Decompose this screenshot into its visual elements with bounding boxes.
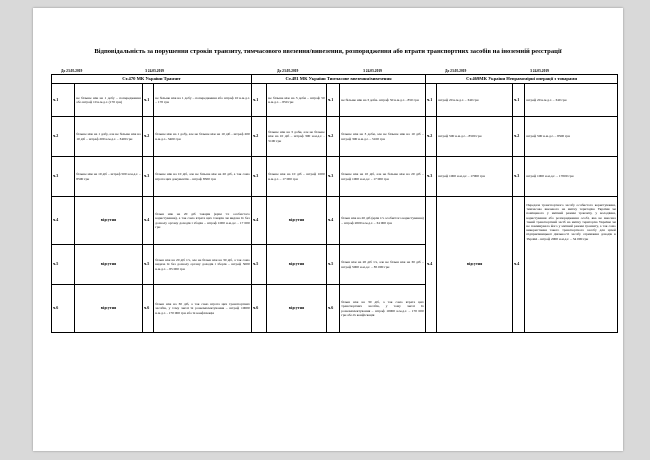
part-label: ч.4 [52, 197, 75, 245]
table-row [52, 117, 618, 157]
table-row [52, 197, 618, 245]
part-label: ч.2 [426, 117, 437, 157]
header-art469: Ст.469МК України Неправомірні операції з товарами [426, 75, 618, 84]
absent-value: відсутня [75, 197, 143, 245]
absent-value: відсутня [267, 197, 327, 245]
penalty-old: більше ніж на 1 добу, але не більше ніж на 10 діб – штраф 200 н.м.д.г. – 3400 грн [75, 117, 143, 157]
penalty-old: не більше ніж на 3 доби – штраф 50 н.м.д.г. – 850 грн [267, 84, 327, 117]
part-label: ч.2 [52, 117, 75, 157]
vehicle-transfer-penalty: Передача транспортного засобу особистого користування, тимчасово ввезеного на митну територію України чи поміщеного у митний режим транзиту, у володіння, користування або розпорядження особі, яка не внесена такий транспортний засіб на митну територію України чи не помищувала його у митний режим транзиту, а так само використання такого транспортного засобу для цілей підприємницької діяльності засобу отримання доходів в Україні - штраф 2000 н.м.д.г. – 34 000 грн [525, 197, 618, 333]
part-label: ч.3 [143, 157, 154, 197]
date-label-6: З 24.05.2019 [530, 69, 549, 73]
penalty-new: більше ніж на 1 добу, але не більше ніж на 10 діб - штраф 200 н.м.д.г.- 3400 грн [154, 117, 252, 157]
part-label: ч.1 [52, 84, 75, 117]
penalty-table [51, 74, 618, 333]
date-label-1: До 23.05.2019 [61, 69, 83, 73]
penalty-new: штраф 1000 н.м.д.г. – 17000 грн [525, 157, 618, 197]
part-label: ч.5 [143, 245, 154, 285]
penalty-old: не більше ніж на 1 добу – попередження або штраф 10 н.м.д.г. (170 грн) [75, 84, 143, 117]
part-label: ч.3 [252, 157, 267, 197]
penalty-new: більше ніж на 3 доби, але не більше ніж на 10 діб – штраф 300 н.м.д.г. – 5100 грн [340, 117, 426, 157]
penalty-new: більш ніж на 30 діб, а так само втрата цих транспортних засобів, у тому числі їх розкомплектування – штраф 10000 н.м.д.г. – 170 000 грн або їх конфіскація [340, 285, 426, 333]
penalty-new: більш ніж на 20 діб товарів (крім т/з особистого користування), а так само втрата цих товарів чи видача їх без дозволу органу доходів і зборів – штраф 1000 н.м.д.г. - 17 000 грн [154, 197, 252, 245]
header-art470: Ст.470 МК України Транзит [52, 75, 252, 84]
document-page [33, 8, 623, 451]
penalty-new: більше ніж на 10 діб, але не більше ніж на 20 діб – штраф 1000 н.м.д.г. - 17 000 грн [340, 157, 426, 197]
header-art481: Ст.481 МК України Тимчасове ввезення/вивезення [252, 75, 426, 84]
part-label: ч.5 [327, 245, 340, 285]
part-label: ч.1 [426, 84, 437, 117]
part-label: ч.1 [252, 84, 267, 117]
part-label: ч.2 [513, 117, 525, 157]
header-row [52, 75, 618, 84]
part-label: ч.4 [513, 197, 525, 333]
part-label: ч.3 [513, 157, 525, 197]
penalty-new: не більше ніж на 3 доби- штраф 50 н.м.д.г. - 850 грн [340, 84, 426, 117]
part-label: ч.2 [327, 117, 340, 157]
part-label: ч.3 [327, 157, 340, 197]
penalty-new: більш ніж на 20 діб т/з, але не більш ніж на 30 діб – штраф 5000 н.м.д.г. – 85 000 грн [340, 245, 426, 285]
absent-value: відсутня [267, 285, 327, 333]
absent-value: відсутня [75, 245, 143, 285]
part-label: ч.2 [252, 117, 267, 157]
part-label: ч.6 [52, 285, 75, 333]
penalty-old: штраф 20 н.м.д.г. – 340 грн [437, 84, 513, 117]
part-label: ч.4 [426, 197, 437, 333]
date-label-2: З 24.05.2019 [145, 69, 164, 73]
part-label: ч.1 [143, 84, 154, 117]
part-label: ч.4 [143, 197, 154, 245]
penalty-new: штраф 500 н.м.д.г. – 8500 грн [525, 117, 618, 157]
penalty-new: не більше ніж на 1 добу – попередження або штраф 10 н.м.д.г. – 170 грн [154, 84, 252, 117]
document-title: Відповідальність за порушення строків транзиту, тимчасового ввезення/вивезення, розпорядження або втрати транспортних засобів на іноземній реєстрації [94, 48, 562, 55]
penalty-new: більше ніж на 10 діб, але не більше ніж на 20 діб, а так само втрата цих документів – штраф 8500 грн [154, 157, 252, 197]
part-label: ч.3 [426, 157, 437, 197]
absent-value: відсутня [267, 245, 327, 285]
penalty-new: більш ніж на 20 діб (крім т/з особистого користування) – штраф 2000 н.м.д.г. – 34 000 грн [340, 197, 426, 245]
part-label: ч.6 [252, 285, 267, 333]
part-label: ч.2 [143, 117, 154, 157]
penalty-old: більше ніж на 3 доби, але не більше ніж на 10 діб – штраф 300 н.м.д.г. - 5100 грн [267, 117, 327, 157]
penalty-new: більш ніж на 20 діб т/з, але не більш ніж на 30 діб, а так само видача їх без дозволу органу доходів і зборів – штраф 5000 н.м.д.г. – 85 000 грн [154, 245, 252, 285]
table-row [52, 84, 618, 117]
absent-value: відсутня [437, 197, 513, 333]
penalty-new: більш ніж на 30 діб, а так само втрата цих транспортних засобів, у тому числі їх розкомплектування – штраф 10000 н.м.д.г. - 170 000 грн або їх конфіскація [154, 285, 252, 333]
table-row [52, 157, 618, 197]
date-label-3: До 23.05.2019 [277, 69, 299, 73]
part-label: ч.6 [327, 285, 340, 333]
part-label: ч.3 [52, 157, 75, 197]
part-label: ч.1 [513, 84, 525, 117]
part-label: ч.5 [252, 245, 267, 285]
date-label-4: З 24.05.2019 [363, 69, 382, 73]
penalty-old: більше ніж на 10 діб – штраф 1000 н.м.д.г. – 17 000 грн [267, 157, 327, 197]
penalty-old: штраф 500 н.м.д.г. - 8500 грн [437, 117, 513, 157]
penalty-old: штраф 1000 н.м.д.г. - 17000 грн [437, 157, 513, 197]
part-label: ч.5 [52, 245, 75, 285]
part-label: ч.4 [252, 197, 267, 245]
part-label: ч.1 [327, 84, 340, 117]
part-label: ч.6 [143, 285, 154, 333]
penalty-new: штраф 20 н.м.д.г. – 340 грн [525, 84, 618, 117]
absent-value: відсутня [75, 285, 143, 333]
date-label-5: До 23.05.2019 [445, 69, 467, 73]
penalty-old: більше ніж на 10 діб – штраф 500 н.м.д.г. – 8500 грн [75, 157, 143, 197]
part-label: ч.4 [327, 197, 340, 245]
